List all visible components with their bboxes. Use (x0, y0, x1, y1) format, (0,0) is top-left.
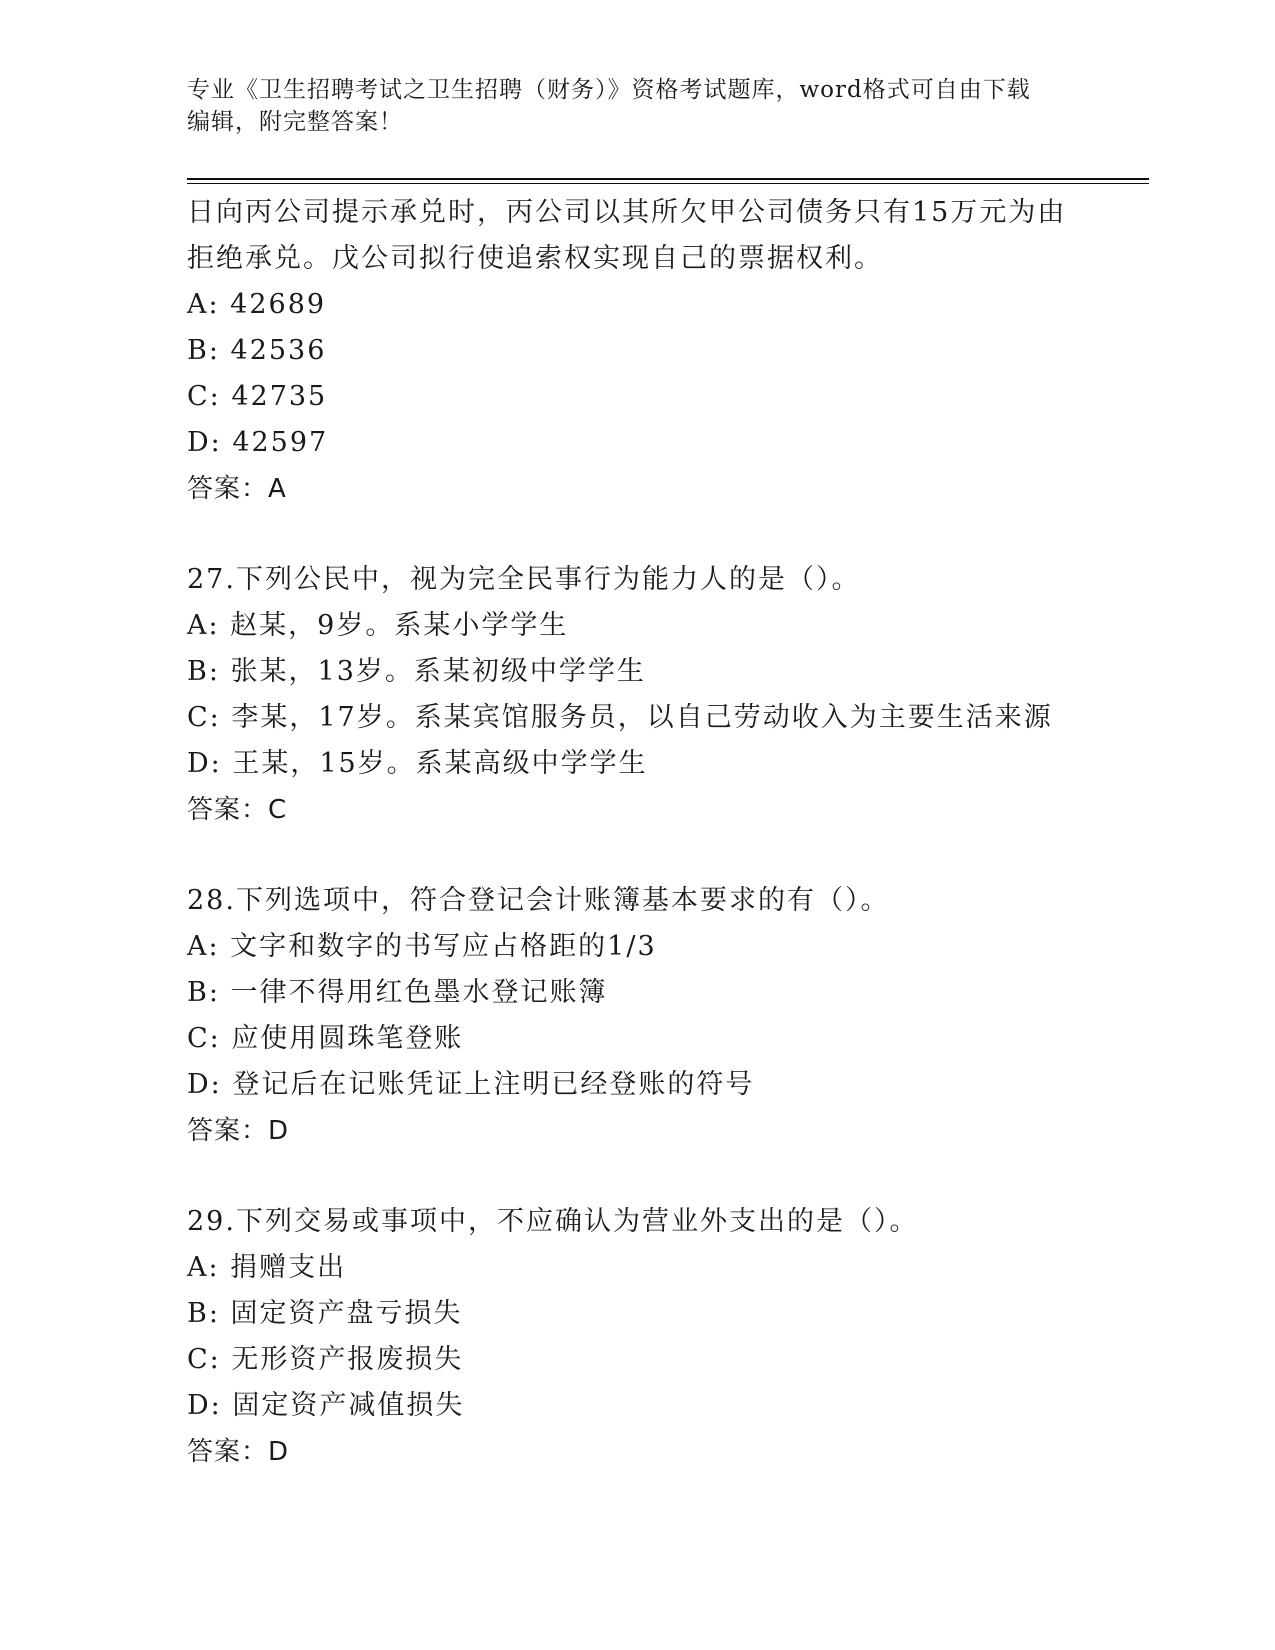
spacer (187, 833, 1087, 878)
option-d: D: 42597 (187, 427, 329, 458)
question-stem: 28.下列选项中，符合登记会计账簿基本要求的有（）。 (187, 885, 890, 916)
question-stem-line: 日向丙公司提示承兑时，丙公司以其所欠甲公司债务只有15万元为由 (187, 197, 1067, 228)
question-block-27 (187, 557, 1087, 833)
option-a: A: 捐赠支出 (187, 1252, 347, 1283)
spacer (187, 1154, 1087, 1199)
option-b: B: 张某，13岁。系某初级中学学生 (187, 656, 646, 687)
option-c: C: 42735 (187, 381, 328, 412)
option-c: C: 应使用圆珠笔登账 (187, 1023, 464, 1054)
answer-line: 答案：D (187, 1116, 290, 1146)
option-b: B: 一律不得用红色墨水登记账簿 (187, 977, 608, 1008)
header-line-1: 专业《卫生招聘考试之卫生招聘（财务）》资格考试题库，word格式可自由下载 (187, 77, 1031, 103)
answer-line: 答案：D (187, 1437, 290, 1467)
option-d: D: 王某，15岁。系某高级中学学生 (187, 748, 648, 779)
header-line-2: 编辑，附完整答案！ (187, 109, 403, 135)
option-c: C: 无形资产报废损失 (187, 1344, 464, 1375)
option-d: D: 登记后在记账凭证上注明已经登账的符号 (187, 1069, 755, 1100)
document-header (187, 74, 1087, 138)
answer-line: 答案：C (187, 795, 288, 825)
question-stem: 27.下列公民中，视为完全民事行为能力人的是（）。 (187, 564, 861, 595)
question-stem-line: 拒绝承兑。戊公司拟行使追索权实现自己的票据权利。 (187, 243, 883, 274)
answer-line: 答案：A (187, 474, 287, 504)
option-b: B: 42536 (187, 335, 327, 366)
header-divider-thick (187, 178, 1149, 180)
option-a: A: 42689 (187, 289, 327, 320)
question-block-continued (187, 190, 1087, 512)
header-divider-thin (187, 183, 1149, 184)
option-a: A: 文字和数字的书写应占格距的1/3 (187, 931, 657, 962)
question-stem: 29.下列交易或事项中，不应确认为营业外支出的是（）。 (187, 1206, 919, 1237)
spacer (187, 512, 1087, 557)
option-d: D: 固定资产减值损失 (187, 1390, 465, 1421)
option-c: C: 李某，17岁。系某宾馆服务员，以自己劳动收入为主要生活来源 (187, 702, 1053, 733)
question-list (187, 190, 1087, 1475)
option-a: A: 赵某，9岁。系某小学学生 (187, 610, 569, 641)
option-b: B: 固定资产盘亏损失 (187, 1298, 463, 1329)
question-block-28 (187, 878, 1087, 1154)
question-block-29 (187, 1199, 1087, 1475)
